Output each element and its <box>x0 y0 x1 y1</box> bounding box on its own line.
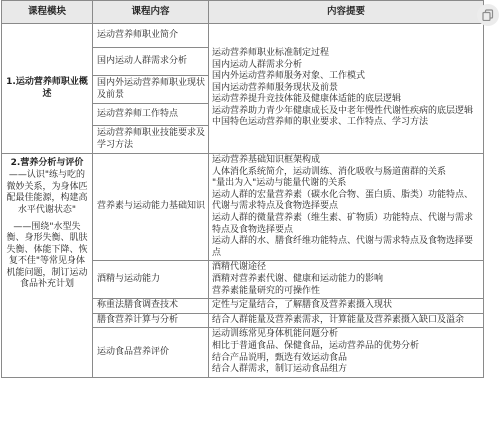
content-cell: 运动营养师工作特点 <box>93 104 209 126</box>
summary-cell <box>209 261 484 299</box>
content-cell: 称重法膳食调查技术 <box>93 299 209 314</box>
header-module: 课程模块 <box>2 1 93 24</box>
summary-line: 酒精代谢途径 <box>212 262 267 273</box>
summary-cell <box>209 299 484 314</box>
header-content: 课程内容 <box>93 1 209 24</box>
module-2-paragraph: ——围绕"水型失衡、身形失衡、肌肤失衡、体能下降、恢复不佳"等常见身体机能问题，制订运动食品补充计划 <box>6 222 88 290</box>
copy-icon-glyph <box>482 9 494 21</box>
summary-cell <box>209 313 484 328</box>
summary-line: 运动营养提升竞技体能及健康体适能的底层逻辑 <box>212 94 402 105</box>
content-cell: 运动食品营养评价 <box>93 328 209 377</box>
summary-line: 酒精对营养素代谢、健康和运动能力的影响 <box>212 273 384 284</box>
summary-line: 结合产品说明，甄选有效运动食品 <box>212 352 348 363</box>
summary-line: "量出为入"运动与能量代谢的关系 <box>212 178 347 189</box>
summary-line: 结合人群需求，制订运动食品组方 <box>212 364 348 375</box>
module-1-cell <box>2 24 93 154</box>
table-row <box>2 24 484 48</box>
module-2-paragraph: ——认识"练与吃的微妙关系，为身体匹配最佳能源，构建高水平代谢状态" <box>6 170 88 215</box>
module-2-title: 2.营养分析与评价 <box>10 158 84 168</box>
summary-line: 国内运动营养师服务现状及前景 <box>212 82 339 93</box>
summary-line: 运动人群的微量营养素（维生素、矿物质）功能特点、代谢与需求特点及食物选择要点 <box>212 212 474 235</box>
summary-cell <box>209 154 484 261</box>
summary-line: 运动营养基础知识框架构成 <box>212 155 321 165</box>
summary-line: 营养素能量研究的可操作性 <box>212 285 321 296</box>
summary-cell <box>209 328 484 377</box>
table-wrapper <box>1 0 483 424</box>
summary-line: 相比于普通食品、保健食品，运动营养品的优势分析 <box>212 340 420 351</box>
summary-line: 运动人群的宏量营养素（碳水化合物、蛋白质、脂类）功能特点、代谢与需求特点及食物选择要点 <box>212 189 474 212</box>
content-cell: 国内运动人群需求分析 <box>93 48 209 76</box>
summary-cell-module-1 <box>209 24 484 154</box>
module-1-title: 1.运动营养师职业概述 <box>6 77 88 99</box>
content-cell: 酒精与运动能力 <box>93 261 209 299</box>
summary-line: 国内运动人群需求分析 <box>212 59 303 70</box>
course-table <box>1 0 484 378</box>
summary-line: 定性与定量结合，了解膳食及营养素摄入现状 <box>212 300 393 311</box>
summary-line: 运动营养助力青少年健康成长及中老年慢性代谢性疾病的底层逻辑 <box>212 105 474 116</box>
table-row <box>2 154 484 261</box>
content-cell: 国内外运动营养师职业现状及前景 <box>93 76 209 104</box>
content-cell: 膳食营养计算与分析 <box>93 313 209 328</box>
summary-line: 结合人群能量及营养素需求，计算能量及营养素摄入缺口及溢余 <box>212 314 465 325</box>
content-cell: 运动营养师职业简介 <box>93 24 209 48</box>
summary-line: 人体消化系统简介，运动训练、消化吸收与肠道菌群的关系 <box>212 166 447 177</box>
copy-icon[interactable] <box>477 4 499 26</box>
module-2-cell <box>2 154 93 378</box>
summary-line: 运动人群的水、膳食纤维功能特点、代谢与需求特点及食物选择要点 <box>212 236 474 258</box>
table-header-row <box>2 1 484 24</box>
header-summary: 内容提要 <box>209 1 484 24</box>
content-cell: 运动营养师职业技能要求及学习方法 <box>93 126 209 154</box>
summary-line: 运动训练常见身体机能问题分析 <box>212 329 339 340</box>
summary-line: 国内外运动营养师服务对象、工作模式 <box>212 71 366 82</box>
summary-line: 运动营养师职业标准制定过程 <box>212 47 330 58</box>
summary-line: 中国特色运动营养师的职业要求、工作特点、学习方法 <box>212 117 429 128</box>
content-cell: 营养素与运动能力基础知识 <box>93 154 209 261</box>
